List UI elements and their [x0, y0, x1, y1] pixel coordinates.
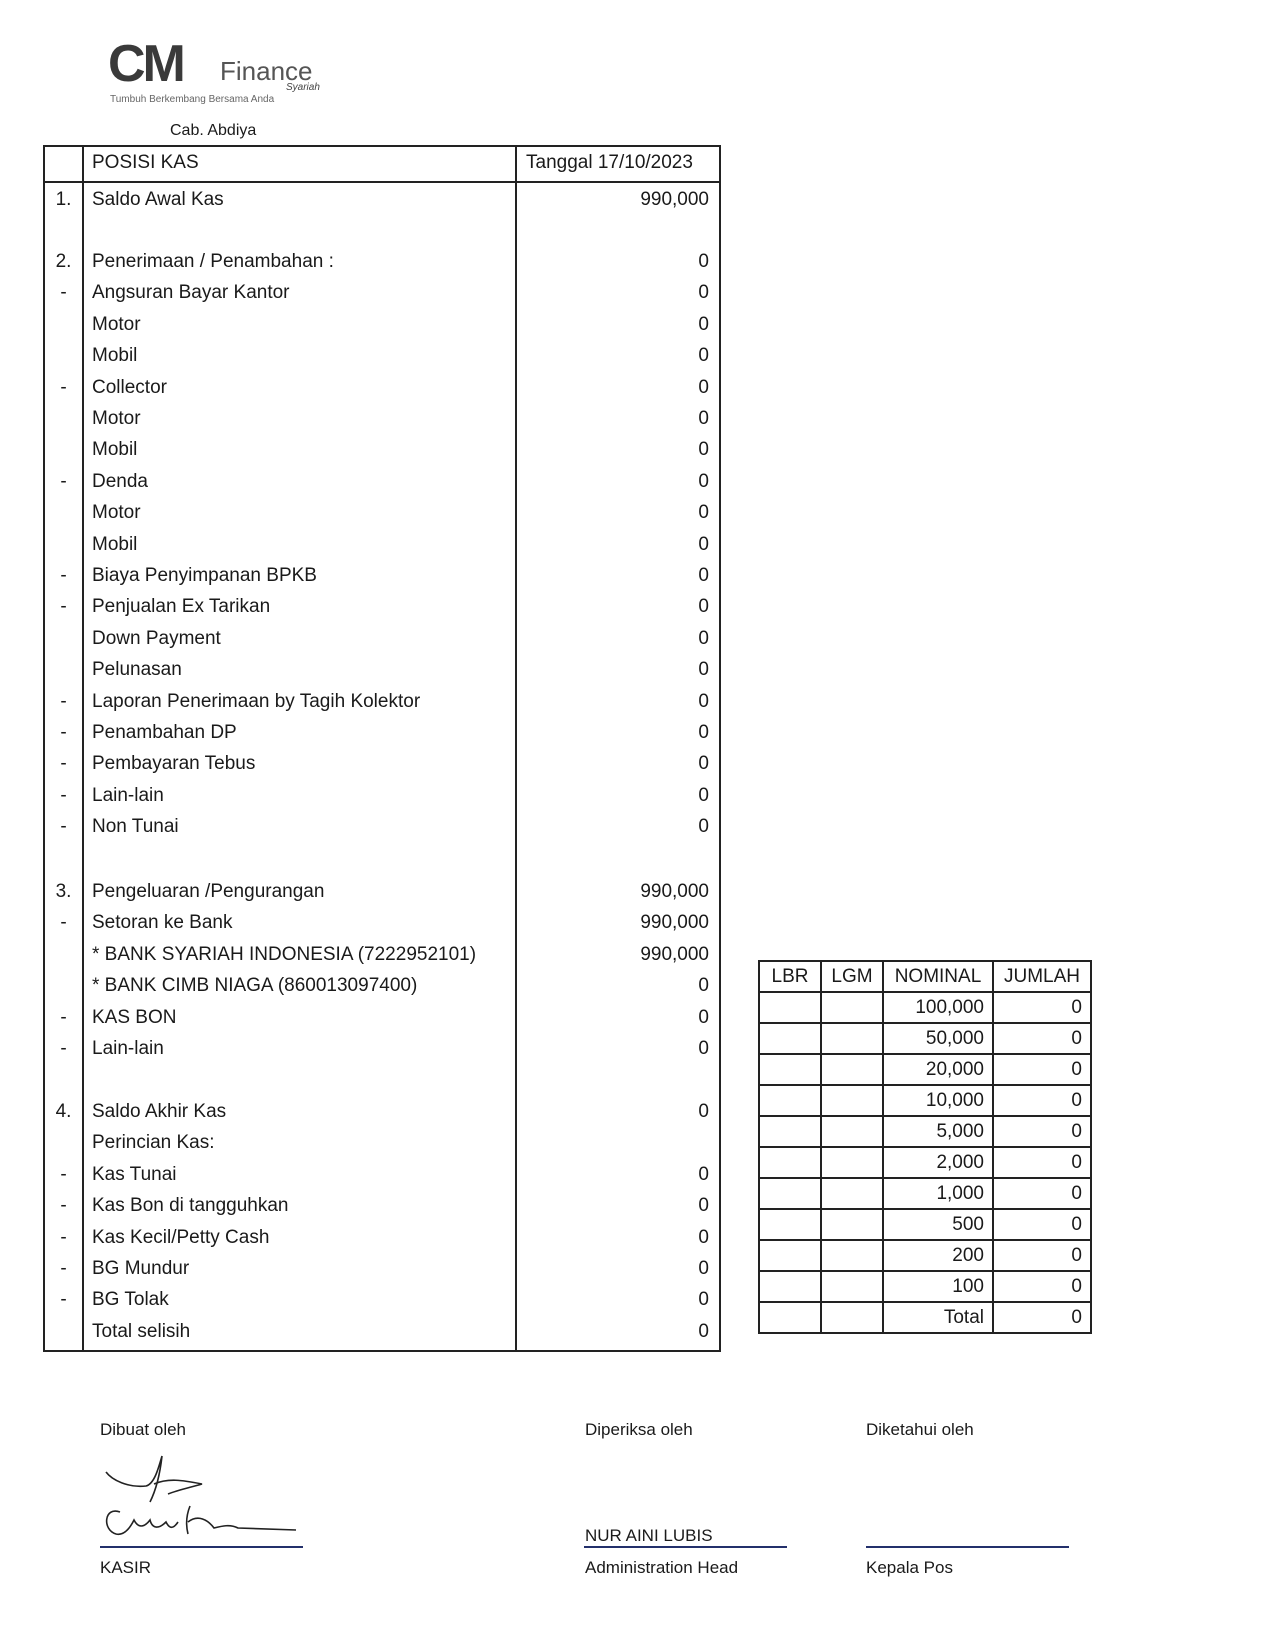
row-number: 3.: [55, 881, 72, 902]
row-value: 990,000: [640, 912, 709, 933]
row-value: 0: [698, 1038, 709, 1059]
row-value: 0: [698, 596, 709, 617]
table-row: [45, 781, 719, 811]
row-label: Kas Kecil/Petty Cash: [92, 1227, 270, 1248]
table-header-divider: [43, 181, 721, 183]
total-label: Total: [883, 1302, 993, 1333]
row-label: Collector: [92, 377, 167, 398]
row-label: Motor: [92, 314, 141, 335]
lgm-cell: [821, 1116, 883, 1147]
row-value: 0: [698, 1007, 709, 1028]
jumlah-cell: 0: [993, 1178, 1091, 1209]
denomination-row: [759, 1023, 1091, 1054]
table-row: [45, 247, 719, 277]
row-number: -: [60, 1258, 67, 1279]
table-row: [45, 435, 719, 465]
logo-main-text: CM: [108, 35, 183, 93]
row-number: -: [60, 1195, 67, 1216]
row-label: Angsuran Bayar Kantor: [92, 282, 290, 303]
row-number: -: [60, 912, 67, 933]
nominal-cell: 100: [883, 1271, 993, 1302]
logo-syariah-text: Syariah: [286, 82, 320, 93]
table-row: [45, 1191, 719, 1221]
table-row: [45, 655, 719, 685]
row-value: 0: [698, 1258, 709, 1279]
row-number: -: [60, 1164, 67, 1185]
lgm-cell: [821, 992, 883, 1023]
row-label: Penjualan Ex Tarikan: [92, 596, 271, 617]
table-row: [45, 1128, 719, 1158]
lbr-cell: [759, 1116, 821, 1147]
denomination-row: [759, 1054, 1091, 1085]
row-label: Penerimaan / Penambahan :: [92, 251, 334, 272]
row-value: 0: [698, 408, 709, 429]
row-value: 0: [698, 1195, 709, 1216]
known-by-label: Diketahui oleh: [866, 1420, 974, 1439]
kasir-role: KASIR: [100, 1558, 152, 1577]
jumlah-cell: 0: [993, 1147, 1091, 1178]
lbr-cell: [759, 1240, 821, 1271]
table-row: [45, 812, 719, 842]
table-row: [45, 718, 719, 748]
row-number: -: [60, 471, 67, 492]
denomination-row: [759, 1147, 1091, 1178]
row-number: -: [60, 785, 67, 806]
nominal-cell: 2,000: [883, 1147, 993, 1178]
row-value: 0: [698, 722, 709, 743]
row-label: Saldo Awal Kas: [92, 189, 224, 210]
row-number: -: [60, 1007, 67, 1028]
row-label: Mobil: [92, 345, 138, 366]
table-row: [45, 877, 719, 907]
row-label: Kas Bon di tangguhkan: [92, 1195, 289, 1216]
row-value: 0: [698, 816, 709, 837]
row-label: Mobil: [92, 439, 138, 460]
col-nominal: NOMINAL: [883, 961, 993, 992]
table-row: [45, 749, 719, 779]
table-row: [45, 1317, 719, 1347]
nominal-cell: 5,000: [883, 1116, 993, 1147]
report-date: Tanggal 17/10/2023: [526, 152, 693, 173]
table-row: [45, 373, 719, 403]
nominal-cell: 200: [883, 1240, 993, 1271]
row-value: 990,000: [640, 881, 709, 902]
row-number: -: [60, 377, 67, 398]
denomination-row: [759, 1116, 1091, 1147]
row-value: 0: [698, 628, 709, 649]
row-label: Pembayaran Tebus: [92, 753, 256, 774]
row-value: 0: [698, 1101, 709, 1122]
company-logo: [108, 35, 338, 108]
row-value: 0: [698, 1289, 709, 1310]
logo-finance-text: Finance: [220, 56, 313, 86]
lbr-cell: [759, 992, 821, 1023]
row-label: BG Mundur: [92, 1258, 190, 1279]
table-row: [45, 185, 719, 215]
row-number: -: [60, 753, 67, 774]
table-row: [45, 1003, 719, 1033]
nominal-cell: 20,000: [883, 1054, 993, 1085]
known-role: Kepala Pos: [866, 1558, 953, 1577]
row-value: 0: [698, 1321, 709, 1342]
row-label: Laporan Penerimaan by Tagih Kolektor: [92, 691, 421, 712]
nominal-cell: 1,000: [883, 1178, 993, 1209]
row-label: Motor: [92, 408, 141, 429]
row-label: Setoran ke Bank: [92, 912, 233, 933]
row-value: 0: [698, 975, 709, 996]
jumlah-cell: 0: [993, 1240, 1091, 1271]
col-lgm: LGM: [821, 961, 883, 992]
row-value: 0: [698, 659, 709, 680]
table-row: [45, 1034, 719, 1064]
table-row: [45, 1285, 719, 1315]
row-number: -: [60, 1038, 67, 1059]
table-row: [45, 1097, 719, 1127]
table-row: [45, 498, 719, 528]
row-value: 0: [698, 251, 709, 272]
lbr-cell: [759, 1023, 821, 1054]
table-cell: [821, 1302, 883, 1333]
table-row: [45, 687, 719, 717]
row-label: Lain-lain: [92, 1038, 164, 1059]
row-value: 0: [698, 534, 709, 555]
nominal-cell: 50,000: [883, 1023, 993, 1054]
jumlah-cell: 0: [993, 1054, 1091, 1085]
row-number: -: [60, 1289, 67, 1310]
table-row: [45, 530, 719, 560]
nominal-cell: 10,000: [883, 1085, 993, 1116]
row-label: Lain-lain: [92, 785, 164, 806]
denomination-total-row: [759, 1302, 1091, 1333]
row-label: * BANK SYARIAH INDONESIA (7222952101): [92, 944, 477, 965]
row-label: Pelunasan: [92, 659, 182, 680]
row-label: Motor: [92, 502, 141, 523]
lgm-cell: [821, 1085, 883, 1116]
jumlah-cell: 0: [993, 1116, 1091, 1147]
denomination-row: [759, 1178, 1091, 1209]
denomination-header-row: [759, 961, 1091, 992]
row-value: 0: [698, 439, 709, 460]
row-label: Perincian Kas:: [92, 1132, 215, 1153]
table-row: [45, 467, 719, 497]
row-value: 0: [698, 282, 709, 303]
row-label: Biaya Penyimpanan BPKB: [92, 565, 317, 586]
table-row: [45, 310, 719, 340]
table-cell: [759, 1302, 821, 1333]
row-label: Pengeluaran /Pengurangan: [92, 881, 325, 902]
row-label: Saldo Akhir Kas: [92, 1101, 227, 1122]
row-label: Total selisih: [92, 1321, 191, 1342]
row-number: 1.: [55, 189, 72, 210]
row-value: 990,000: [640, 189, 709, 210]
row-label: BG Tolak: [92, 1289, 169, 1310]
nominal-cell: 500: [883, 1209, 993, 1240]
lbr-cell: [759, 1178, 821, 1209]
branch-name: Cab. Abdiya: [170, 122, 257, 139]
lgm-cell: [821, 1240, 883, 1271]
lgm-cell: [821, 1147, 883, 1178]
jumlah-cell: 0: [993, 1209, 1091, 1240]
row-label: * BANK CIMB NIAGA (860013097400): [92, 975, 418, 996]
row-value: 0: [698, 785, 709, 806]
table-row: [45, 624, 719, 654]
row-number: -: [60, 691, 67, 712]
kasir-signature-line: [100, 1546, 303, 1548]
lbr-cell: [759, 1054, 821, 1085]
made-by-label: Dibuat oleh: [100, 1420, 187, 1439]
lbr-cell: [759, 1085, 821, 1116]
row-value: 0: [698, 345, 709, 366]
lgm-cell: [821, 1271, 883, 1302]
table-row: [45, 940, 719, 970]
total-value: 0: [993, 1302, 1091, 1333]
lbr-cell: [759, 1147, 821, 1178]
table-row: [45, 341, 719, 371]
lbr-cell: [759, 1271, 821, 1302]
row-value: 0: [698, 565, 709, 586]
nominal-cell: 100,000: [883, 992, 993, 1023]
jumlah-cell: 0: [993, 992, 1091, 1023]
table-row: [45, 908, 719, 938]
table-title: POSISI KAS: [92, 152, 199, 173]
row-value: 0: [698, 314, 709, 335]
checked-signature-line: [584, 1546, 787, 1548]
table-row: [45, 1223, 719, 1253]
row-label: Denda: [92, 471, 148, 492]
table-row: [45, 1254, 719, 1284]
row-value: 0: [698, 753, 709, 774]
lgm-cell: [821, 1209, 883, 1240]
logo-tagline: Tumbuh Berkembang Bersama Anda: [110, 94, 275, 105]
denomination-row: [759, 1271, 1091, 1302]
row-number: 2.: [55, 251, 72, 272]
checked-by-label: Diperiksa oleh: [585, 1420, 693, 1439]
checked-role: Administration Head: [585, 1558, 739, 1577]
lgm-cell: [821, 1023, 883, 1054]
denomination-row: [759, 992, 1091, 1023]
row-number: 4.: [55, 1101, 72, 1122]
row-label: Kas Tunai: [92, 1164, 177, 1185]
row-value: 0: [698, 502, 709, 523]
denomination-row: [759, 1209, 1091, 1240]
row-label: Down Payment: [92, 628, 221, 649]
denomination-table: [758, 960, 1092, 1334]
lgm-cell: [821, 1054, 883, 1085]
row-number: -: [60, 816, 67, 837]
table-row: [45, 1160, 719, 1190]
table-row: [45, 592, 719, 622]
row-value: 0: [698, 377, 709, 398]
denomination-row: [759, 1085, 1091, 1116]
table-row: [45, 561, 719, 591]
denomination-row: [759, 1240, 1091, 1271]
lgm-cell: [821, 1178, 883, 1209]
checked-name: NUR AINI LUBIS: [585, 1526, 713, 1545]
row-value: 990,000: [640, 944, 709, 965]
known-signature-line: [866, 1546, 1069, 1548]
table-row: [45, 278, 719, 308]
kasir-signature: [98, 1450, 298, 1540]
row-label: KAS BON: [92, 1007, 177, 1028]
row-number: -: [60, 565, 67, 586]
row-label: Penambahan DP: [92, 722, 237, 743]
jumlah-cell: 0: [993, 1271, 1091, 1302]
row-value: 0: [698, 691, 709, 712]
row-number: -: [60, 722, 67, 743]
row-number: -: [60, 1227, 67, 1248]
lbr-cell: [759, 1209, 821, 1240]
table-row: [45, 404, 719, 434]
row-number: -: [60, 596, 67, 617]
row-value: 0: [698, 471, 709, 492]
row-value: 0: [698, 1227, 709, 1248]
jumlah-cell: 0: [993, 1023, 1091, 1054]
row-label: Non Tunai: [92, 816, 179, 837]
row-number: -: [60, 282, 67, 303]
col-lbr: LBR: [759, 961, 821, 992]
row-label: Mobil: [92, 534, 138, 555]
row-value: 0: [698, 1164, 709, 1185]
jumlah-cell: 0: [993, 1085, 1091, 1116]
table-row: [45, 971, 719, 1001]
col-jumlah: JUMLAH: [993, 961, 1091, 992]
